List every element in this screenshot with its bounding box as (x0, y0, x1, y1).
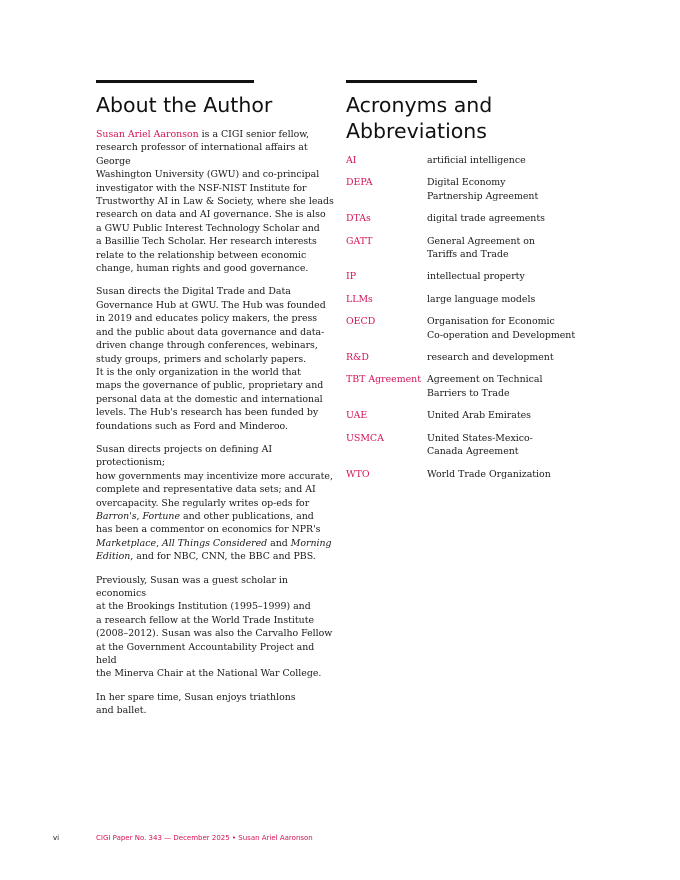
acronym-list (346, 154, 646, 481)
acronym-term: IP (346, 271, 357, 283)
bio-paragraph-1 (96, 128, 336, 275)
acronym-definition: Digital Economy Partnership Agreement (427, 177, 539, 202)
acronym-term: USMCA (346, 432, 384, 444)
acronym-row (346, 468, 646, 481)
author-name: Susan Ariel Aaronson (96, 129, 199, 140)
acronym-row (346, 351, 646, 364)
acronym-term: WTO (346, 468, 370, 480)
acronym-term: R&D (346, 352, 369, 364)
acronym-definition: large language models (427, 293, 536, 305)
bio-p3-text-b: and other publications, and has been a commentor on economics for NPR's (96, 510, 321, 536)
acronym-definition: General Agreement on Tariffs and Trade (427, 235, 535, 261)
section-rule (346, 80, 477, 83)
acronym-term: DEPA (346, 177, 373, 189)
barrons-title: Barron's (96, 510, 137, 522)
acronym-definition: World Trade Organization (427, 468, 551, 480)
bio-p3-sep: , (136, 510, 143, 522)
acronym-term: TBT Agreement (346, 374, 421, 386)
section-rule (96, 80, 254, 83)
author-bio (96, 128, 336, 718)
acronym-row (346, 293, 646, 306)
acronym-term: OECD (346, 316, 376, 328)
acronym-term: UAE (346, 410, 368, 422)
acronym-term: DTAs (346, 213, 371, 225)
footer-citation: CIGI Paper No. 343 — December 2025 • Susan Ariel Aaronson (96, 834, 313, 842)
acronym-row (346, 212, 646, 225)
acronym-definition: United Arab Emirates (427, 410, 531, 422)
bio-paragraph-2: Susan directs the Digital Trade and Data Governance Hub at GWU. The Hub was founded in 2019 and educates policy makers, the press and the public about data governance and data- driven change through conferences, webinars, study groups, primers and scholarly papers. It is the only organization in the world that maps the governance of public, proprietary and personal data at the domestic and international levels. The Hub's research has been funded by foundations such as Ford and Minderoo. (96, 286, 326, 432)
bio-p3-text-a: Susan directs projects on defining AI protectionism; how governments may incentivize more accurate, complete and representative data sets; and AI overcapacity. She regularly writes op-eds for (96, 443, 333, 509)
acronym-definition: research and development (427, 352, 554, 364)
about-author-section (96, 80, 336, 728)
page-number: vi (53, 834, 60, 842)
page-footer (0, 833, 680, 845)
acronyms-section (346, 80, 646, 490)
bio-p3-end: , and for NBC, CNN, the BBC and PBS. (130, 551, 316, 563)
bio-paragraph-5: In her spare time, Susan enjoys triathlons and ballet. (96, 691, 296, 717)
acronym-definition: Organisation for Economic Co-operation and Development (427, 316, 576, 341)
acronym-definition: digital trade agreements (427, 213, 545, 225)
bio-paragraph-4: Previously, Susan was a guest scholar in economics at the Brookings Institution (1995–1999) and a research fellow at the World Trade Institute (2008–2012). Susan was also the Carvalho Fellow at the Government Accountability Project and held the Minerva Chair at the National War College. (96, 574, 333, 680)
acronym-row (346, 432, 646, 459)
acronym-definition: United States-Mexico- Canada Agreement (427, 432, 533, 458)
fortune-title: Fortune (142, 510, 180, 522)
acronym-row (346, 373, 646, 400)
bio-paragraph-3 (96, 443, 336, 564)
marketplace-title: Marketplace (96, 537, 157, 549)
acronyms-heading-text: Acronyms and Abbreviations (346, 93, 493, 143)
morning-edition-title: Morning Edition (96, 537, 332, 563)
acronym-definition: artificial intelligence (427, 155, 526, 166)
acronym-row (346, 176, 646, 203)
about-heading: About the Author (96, 93, 273, 117)
acronym-term: AI (346, 155, 357, 166)
acronym-definition: Agreement on Technical Barriers to Trade (427, 374, 543, 399)
bio-p3-sep: , (156, 537, 163, 549)
acronym-term: GATT (346, 235, 373, 247)
bio-p3-and: and (267, 537, 291, 549)
acronyms-heading (346, 92, 646, 144)
acronym-row (346, 235, 646, 262)
acronym-row (346, 154, 646, 167)
atc-title: All Things Considered (162, 537, 268, 549)
acronym-row (346, 409, 646, 422)
bio-p1-text: is a CIGI senior fellow, research professor of international affairs at George Washington University (GWU) and co-principal investigator with the NSF-NIST Institute for Trustworthy AI in Law & Society, where she leads research on data and AI governance. She is also a GWU Public Interest Technology Scholar and a Basillie Tech Scholar. Her research interests relate to the relationship between economic change, human rights and good governance. (96, 129, 334, 275)
acronym-row (346, 315, 646, 342)
acronym-row (346, 270, 646, 283)
acronym-term: LLMs (346, 293, 373, 305)
acronym-definition: intellectual property (427, 271, 525, 283)
